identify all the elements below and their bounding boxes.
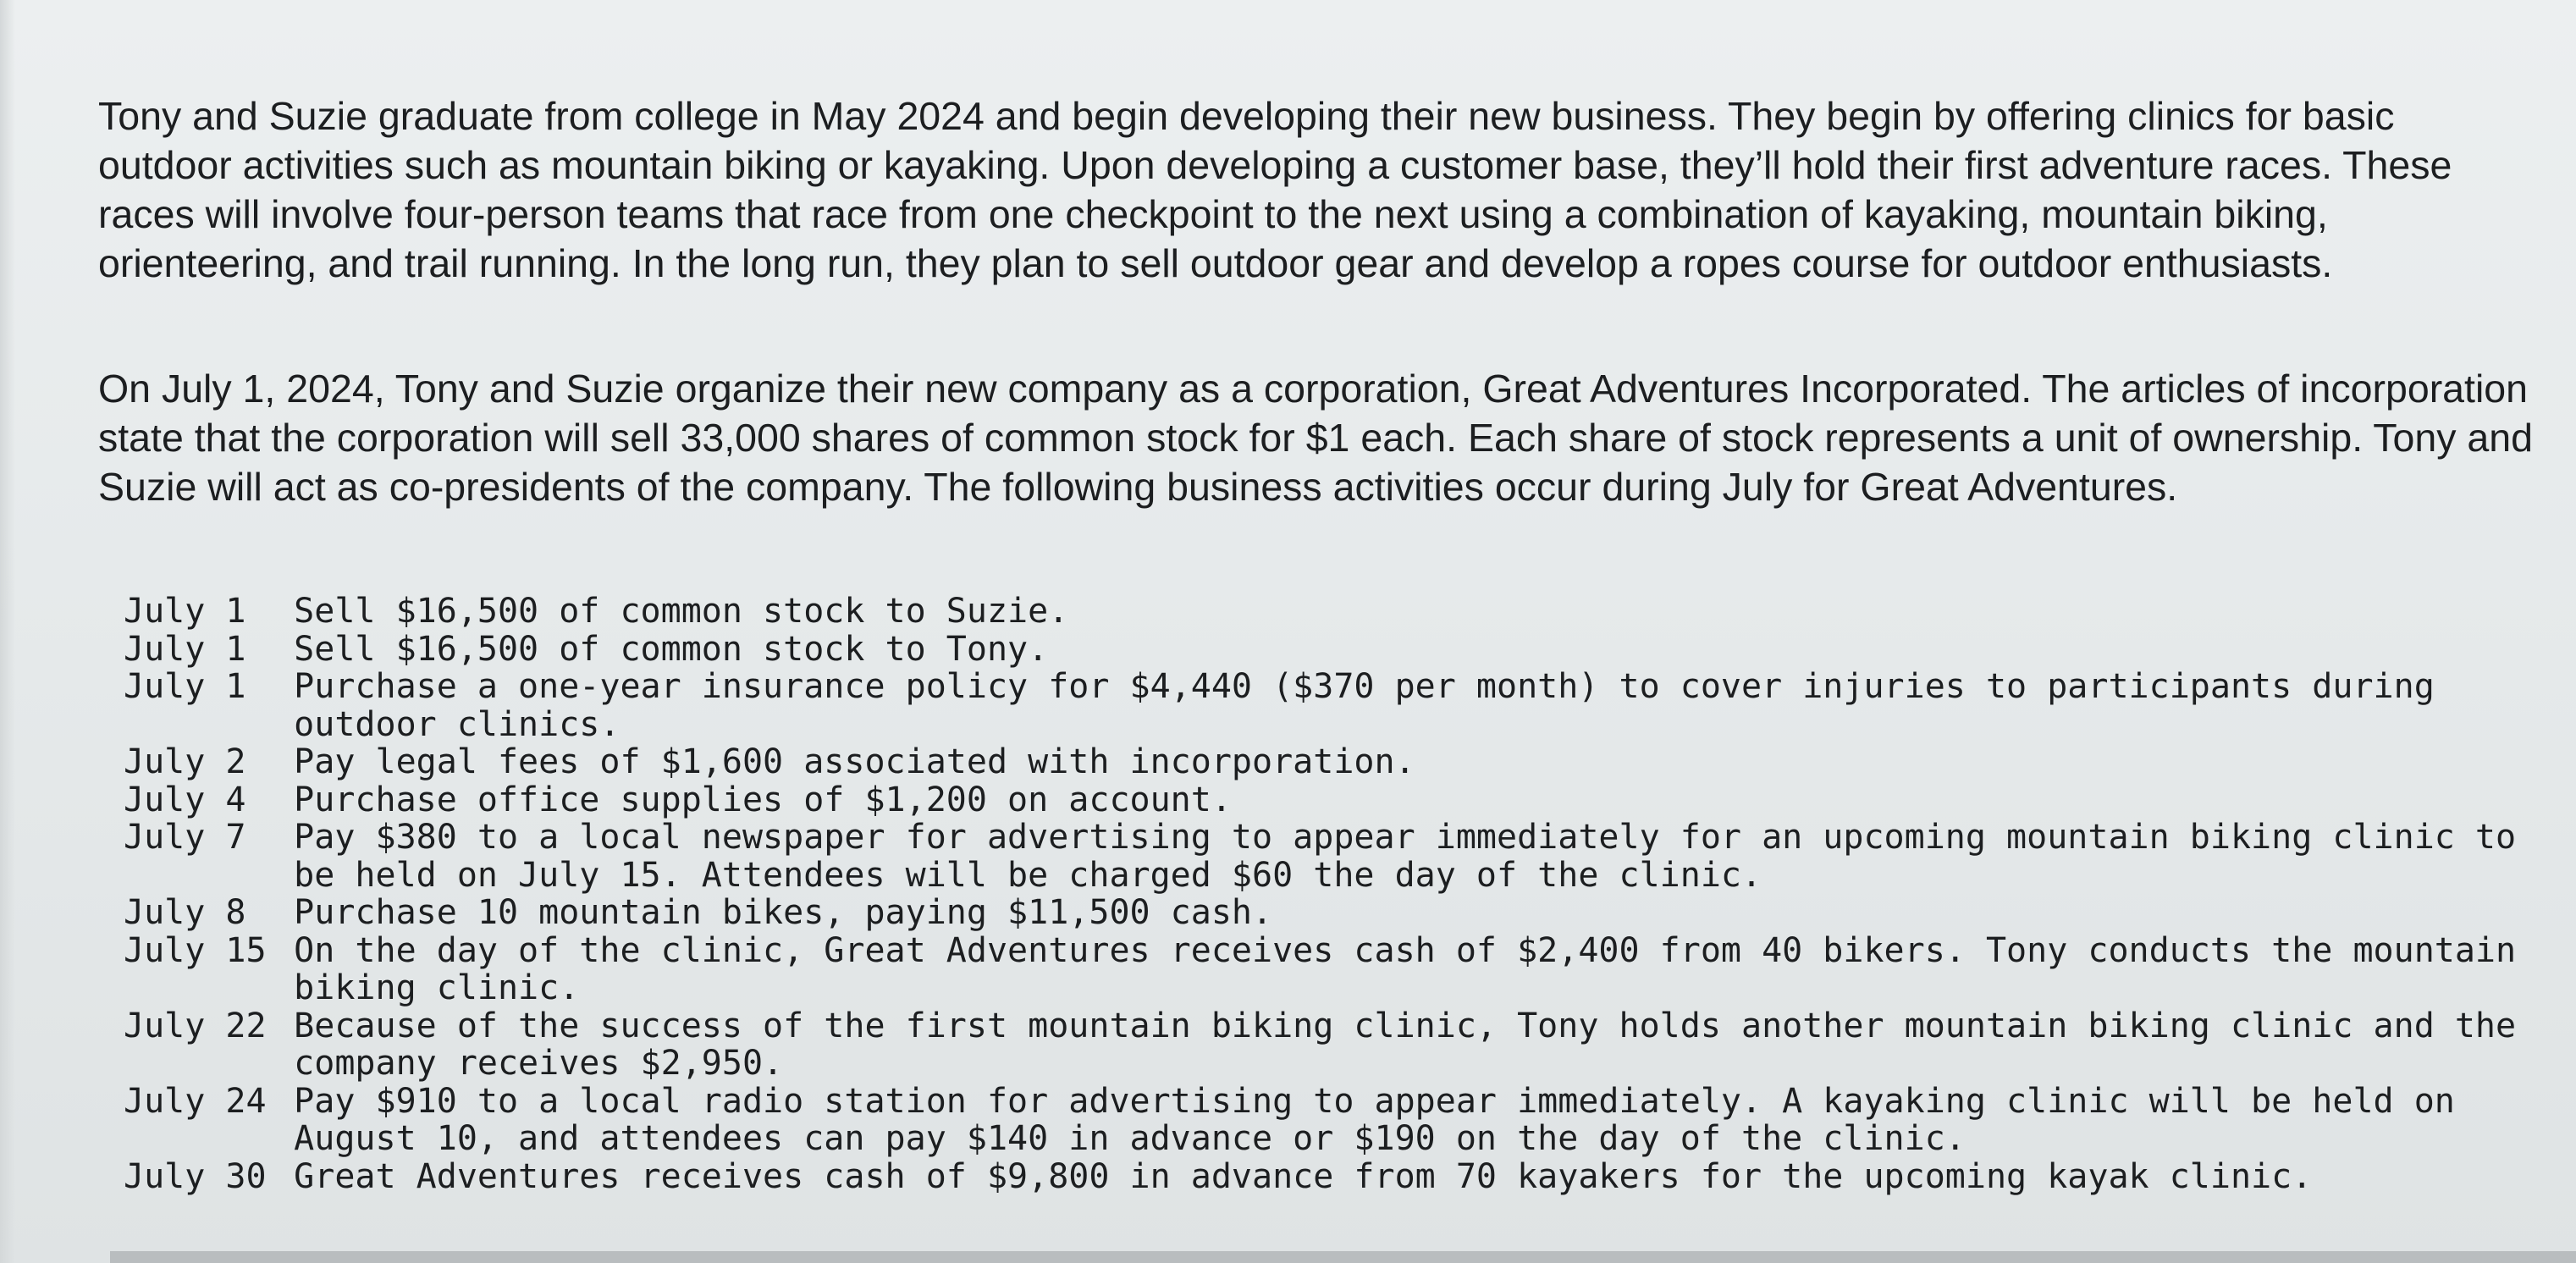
- transaction-row: [124, 743, 2562, 781]
- transaction-date: July 30: [124, 1156, 267, 1196]
- transaction-row: [124, 1158, 2562, 1196]
- transaction-row: [124, 819, 2562, 894]
- transaction-row: [124, 1007, 2562, 1083]
- transaction-date: July 24: [124, 1081, 267, 1121]
- transaction-description: Sell $16,500 of common stock to Suzie.: [294, 592, 1069, 631]
- transaction-description: Purchase a one-year insurance policy for $4,440 ($370 per month) to cover injuries to participants during outdoor clinics.: [294, 667, 2435, 744]
- transaction-description: Sell $16,500 of common stock to Tony.: [294, 629, 1049, 669]
- transaction-row: [124, 593, 2562, 631]
- transaction-date: July 15: [124, 930, 267, 970]
- transaction-description: On the day of the clinic, Great Adventures receives cash of $2,400 from 40 bikers. Tony conducts the mountain biking clinic.: [294, 930, 2517, 1007]
- transaction-date: July 7: [124, 818, 246, 857]
- transaction-row: [124, 894, 2562, 932]
- transaction-row: [124, 668, 2562, 743]
- transaction-description: Purchase office supplies of $1,200 on account.: [294, 780, 1232, 819]
- transaction-row: [124, 781, 2562, 819]
- transaction-date: July 8: [124, 893, 246, 932]
- transaction-description: Great Adventures receives cash of $9,800 in advance from 70 kayakers for the upcoming kayak clinic.: [294, 1156, 2313, 1196]
- transaction-date: July 1: [124, 667, 246, 706]
- transaction-date: July 22: [124, 1006, 267, 1045]
- transaction-date: July 1: [124, 592, 246, 631]
- transaction-date: July 4: [124, 780, 246, 819]
- screen-edge-shadow: [0, 0, 15, 1263]
- transaction-row: [124, 932, 2562, 1007]
- organization-paragraph: On July 1, 2024, Tony and Suzie organize their new company as a corporation, Great Adventures Incorporated. The articles of incorporation state that the corporation will sell 33,000 shares of common stock for $1 each. Each share of stock represents a unit of ownership. Tony and Suzie will act as co-presidents of the company. The following business activities occur during July for Great Adventures.: [98, 367, 2533, 509]
- transactions-table: [124, 593, 2562, 1195]
- transaction-description: Because of the success of the first mountain biking clinic, Tony holds another mountain biking clinic and the company receives $2,950.: [294, 1006, 2517, 1083]
- page-bottom-edge: [110, 1251, 2576, 1263]
- intro-paragraph: Tony and Suzie graduate from college in May 2024 and begin developing their new business. They begin by offering clinics for basic outdoor activities such as mountain biking or kayaking. Upon developing a customer base, they’ll hold their first adventure races. These races will involve four-person teams that race from one checkpoint to the next using a combination of kayaking, mountain biking, orienteering, and trail running. In the long run, they plan to sell outdoor gear and develop a ropes course for outdoor enthusiasts.: [98, 94, 2452, 285]
- transaction-row: [124, 631, 2562, 669]
- transaction-description: Pay $910 to a local radio station for advertising to appear immediately. A kayaking clinic will be held on August 10, and attendees can pay $140 in advance or $190 on the day of the clinic.: [294, 1081, 2455, 1158]
- transaction-date: July 2: [124, 742, 246, 781]
- transaction-description: Pay legal fees of $1,600 associated with incorporation.: [294, 742, 1415, 781]
- transaction-description: Pay $380 to a local newspaper for advertising to appear immediately for an upcoming mountain biking clinic to be held on July 15. Attendees will be charged $60 the day of the clinic.: [294, 818, 2517, 895]
- transaction-date: July 1: [124, 629, 246, 669]
- transaction-row: [124, 1083, 2562, 1158]
- transaction-description: Purchase 10 mountain bikes, paying $11,500 cash.: [294, 893, 1273, 932]
